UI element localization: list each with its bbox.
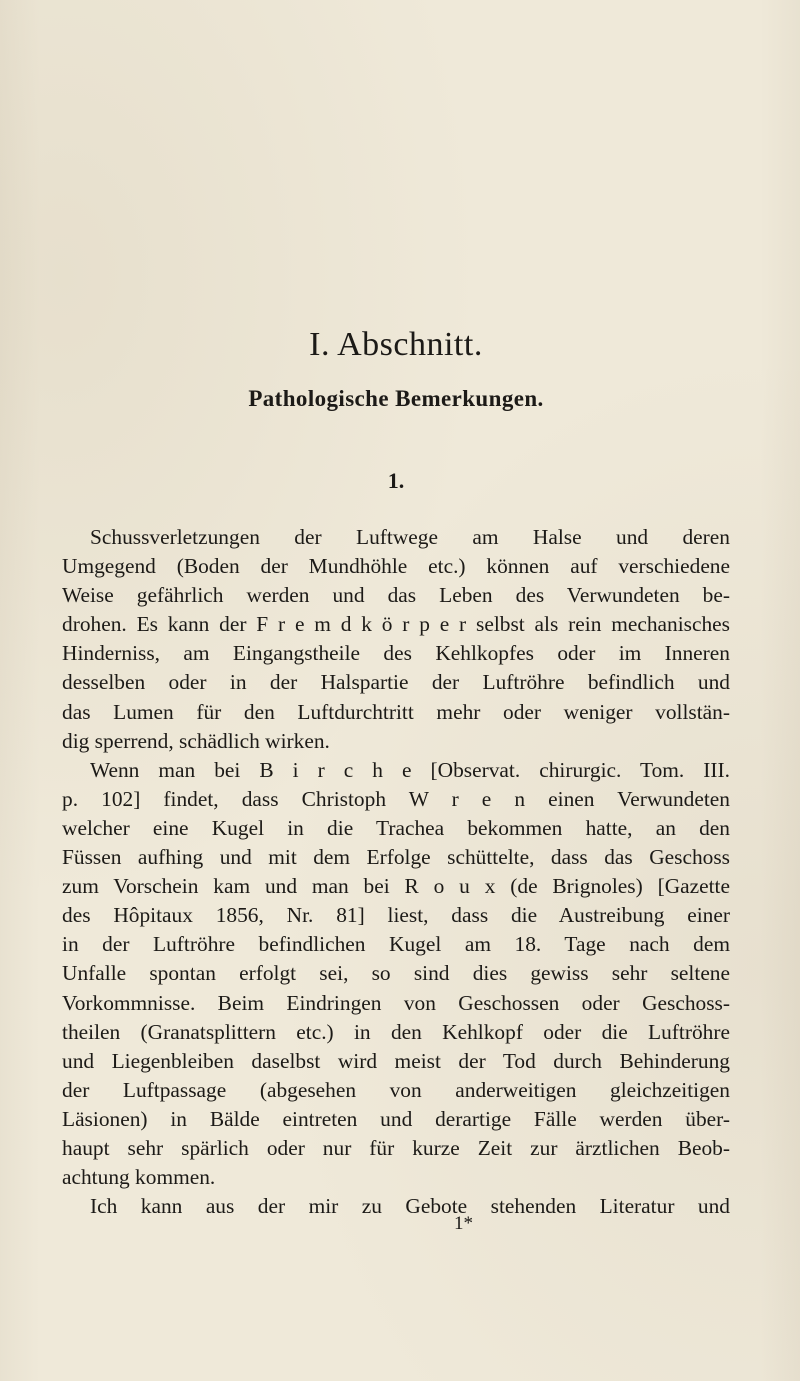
text-line: und Liegenbleiben daselbst wird meist der Tod durch Behinderung (62, 1048, 730, 1073)
body-text (62, 523, 730, 1221)
text-line: Weise gefährlich werden und das Leben des Verwundeten be- (62, 583, 730, 608)
section-subtitle: Pathologische Bemerkungen. (248, 386, 544, 411)
text-line: Ich kann aus der mir zu Gebote stehenden Literatur und (90, 1194, 730, 1219)
text-line: achtung kommen. (62, 1165, 216, 1190)
text-line: desselben oder in der Halspartie der Luftröhre befindlich und (62, 670, 730, 695)
text-line: welcher eine Kugel in die Trachea bekommen hatte, an den (62, 815, 730, 840)
text-line: in der Luftröhre befindlichen Kugel am 18. Tage nach dem (62, 932, 730, 957)
text-line: Wenn man bei B i r c h e [Observat. chirurgic. Tom. III. (90, 757, 730, 782)
article-number: 1. (387, 468, 405, 493)
text-line: drohen. Es kann der F r e m d k ö r p e r selbst als rein mechanisches (62, 612, 730, 637)
text-line: theilen (Granatsplittern etc.) in den Kehlkopf oder die Luftröhre (62, 1019, 730, 1044)
text-line: Unfalle spontan erfolgt sei, so sind dies gewiss sehr seltene (62, 961, 730, 986)
book-page (62, 0, 730, 1381)
text-line: Füssen aufhing und mit dem Erfolge schüttelte, dass das Geschoss (62, 845, 730, 870)
section-title: I. Abschnitt. (309, 326, 483, 363)
text-line: Läsionen) in Bälde eintreten und derartige Fälle werden über- (62, 1106, 730, 1131)
text-line: Umgegend (Boden der Mundhöhle etc.) können auf verschiedene (62, 554, 730, 579)
text-line: p. 102] findet, dass Christoph W r e n einen Verwundeten (62, 786, 730, 811)
text-line: Schussverletzungen der Luftwege am Halse und deren (90, 525, 730, 549)
text-line: zum Vorschein kam und man bei R o u x (de Brignoles) [Gazette (62, 874, 730, 899)
text-line: des Hôpitaux 1856, Nr. 81] liest, dass die Austreibung einer (62, 903, 730, 928)
text-line: Hinderniss, am Eingangstheile des Kehlkopfes oder im Inneren (62, 641, 730, 666)
text-line: dig sperrend, schädlich wirken. (62, 728, 330, 753)
text-line: der Luftpassage (abgesehen von anderweitigen gleichzeitigen (62, 1077, 730, 1102)
text-line: das Lumen für den Luftdurchtritt mehr oder weniger vollstän- (62, 699, 730, 724)
signature-mark: 1* (454, 1213, 473, 1234)
text-line: haupt sehr spärlich oder nur für kurze Zeit zur ärztlichen Beob- (62, 1135, 730, 1160)
text-line: Vorkommnisse. Beim Eindringen von Geschossen oder Geschoss- (62, 990, 730, 1015)
